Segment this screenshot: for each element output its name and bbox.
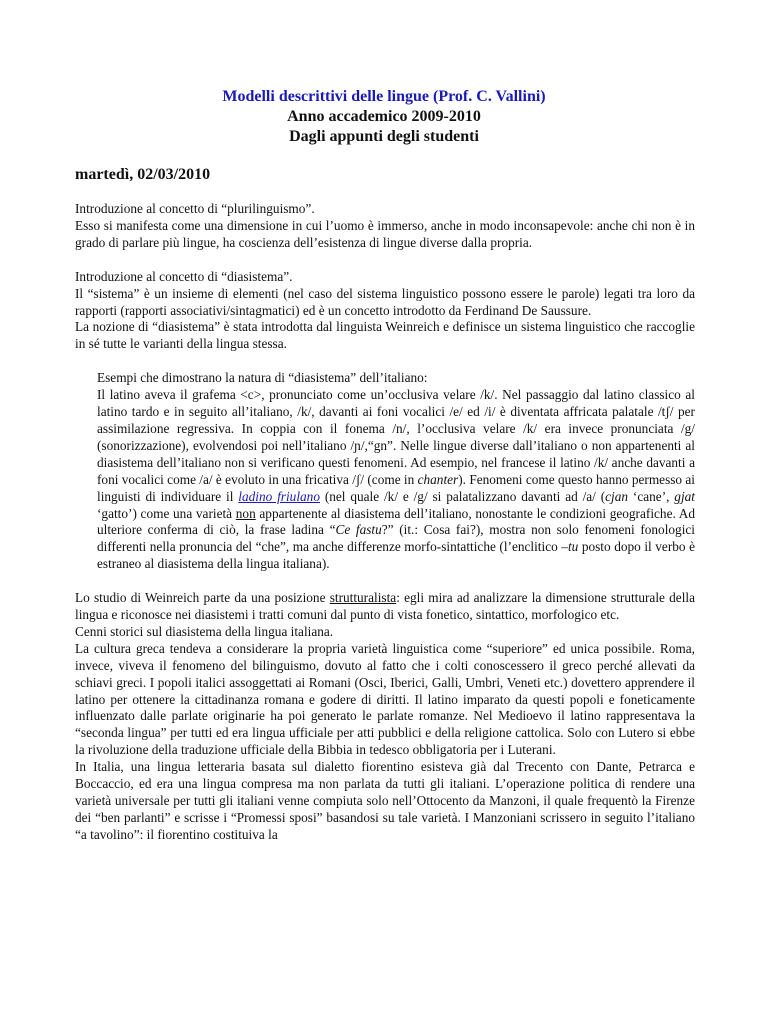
word-gjat: gjat: [674, 488, 695, 504]
italy-text: In Italia, una lingua letteraria basata sul dialetto fiorentino esisteva già dal Trecento con Dante, Petrarca e Boccaccio, ed era una lingua compresa ma non parlata da tutti gli italiani. L’operazione politica di rendere una varietà universale per tutti gli italiani venne compiuta solo nell’Ottocento da Manzoni, il quale frequentò la Firenze dei “ben parlanti” e scrisse i “Promessi sposi” basandosi su tale varietà. I Manzoniani scrissero in seguito l’italiano “a tavolino”: il fiorentino costituiva la: [75, 759, 695, 842]
ladino-friulano-link[interactable]: ladino friulano: [238, 488, 320, 504]
history-text: La cultura greca tendeva a considerare la propria varietà linguistica come “superiore” ed unica possibile. Roma, invece, viveva il fenomeno del bilinguismo, dovuto al fatto che i colti conoscessero il greco perché allevati da schiavi greci. I popoli italici assoggettati ai Romani (Osci, Iberici, Galli, Umbri, Veneti etc.) dovettero apprendere il latino per ottenere la cittadinanza romana e godere di diritti. Il latino imparato da questi popoli e foneticamente influenzato dalle parlate originarie ha poi generato le parlate romanze. Nel Medioevo il latino rappresentava la “seconda lingua” per tutti ed era lingua ufficiale per atti pubblici e della religione cattolica. Solo con Lutero si ebbe la rivoluzione della traduzione ufficiale della Bibbia in tedesco obbligatoria per i Luterani.: [75, 640, 695, 758]
document-title: Modelli descrittivi delle lingue (Prof. C. Vallini): [222, 88, 546, 105]
word-non: non: [235, 505, 256, 521]
lecture-date: martedì, 02/03/2010: [75, 166, 211, 183]
academic-year: Anno accademico 2009-2010: [287, 108, 481, 125]
document-body: [75, 201, 695, 844]
diasistema-text: La nozione di “diasistema” è stata introdotta dal linguista Weinreich e definisce un sistema linguistico che raccoglie in sé tutte le varianti della lingua stessa.: [75, 319, 695, 352]
sistema-text: Il “sistema” è un insieme di elementi (nel caso del sistema linguistico possono essere le parole) legati tra loro da rapporti (rapporti associativi/sintagmatici) ed è un concetto introdotto da Ferdinand De Saussure.: [75, 285, 695, 318]
document-header: [0, 87, 768, 147]
document-subtitle: Dagli appunti degli studenti: [289, 128, 479, 145]
examples-block: [97, 370, 695, 573]
examples-text: Il latino aveva il grafema <c>, pronunciato come un’occlusiva velare /k/. Nel passaggio dal latino classico al latino tardo e in seguito all’italiano, /k/, davanti ai foni vocalici /e/ ed /i/ è diventata affricata palatale /tʃ/ per assimilazione regressiva. In coppia con il fonema /n/, l’occlusiva velare /k/ era invece pronunciata /g/ (sonorizzazione), evolvendosi poi nell’italiano /ɲ/,“gn”. Nelle lingue diverse dall’italiano o non appartenenti al diasistema dell’italiano non si verificano questi fenomeni. Ad esempio, nel francese il latino /k/ anche davanti a foni vocalici come /a/ è evoluto in una fricativa /ʃ/ (come in chanter). Fenomeni come questo hanno permesso ai linguisti di individuare il ladino friulano (nel quale /k/ e /g/ si palatalizzano davanti ad /a/ (cjan ‘cane’, gjat ‘gatto’) come una varietà non appartenente al diasistema dell’italiano, nonostante le condizioni geografiche. Ad ulteriore conferma di ciò, la frase ladina “Ce fastu?” (it.: Cosa fai?), mostra non solo fenomeni fonologici differenti nella pronuncia del “che”, ma anche differenze morfo-sintattiche (l’enclitico –tu posto dopo il verbo è estraneo al diasistema della lingua italiana).: [97, 387, 695, 572]
word-chanter: chanter: [417, 471, 459, 487]
plurilinguismo-heading: Introduzione al concetto di “plurilinguismo”.: [75, 201, 315, 216]
word-tu: tu: [567, 539, 579, 555]
word-strutturalista: strutturalista: [329, 590, 397, 606]
history-heading: Cenni storici sul diasistema della lingua italiana.: [75, 623, 334, 639]
examples-heading: Esempi che dimostrano la natura di “diasistema” dell’italiano:: [97, 370, 428, 386]
diasistema-heading: Introduzione al concetto di “diasistema”.: [75, 268, 293, 284]
plurilinguismo-text: Esso si manifesta come una dimensione in cui l’uomo è immerso, anche in modo inconsapevole: anche chi non è in grado di parlare più lingue, ha coscienza dell’esistenza di lingue diverse dalla propria.: [75, 217, 695, 250]
weinreich-paragraph: Lo studio di Weinreich parte da una posizione strutturalista: egli mira ad analizzare la dimensione strutturale della lingua e riconosce nei diasistemi i tratti comuni dal punto di vista fonetico, sintattico, morfologico etc.: [75, 590, 695, 623]
word-cjan: cjan: [605, 488, 629, 504]
phrase-ce-fastu: Ce fastu: [335, 522, 382, 538]
